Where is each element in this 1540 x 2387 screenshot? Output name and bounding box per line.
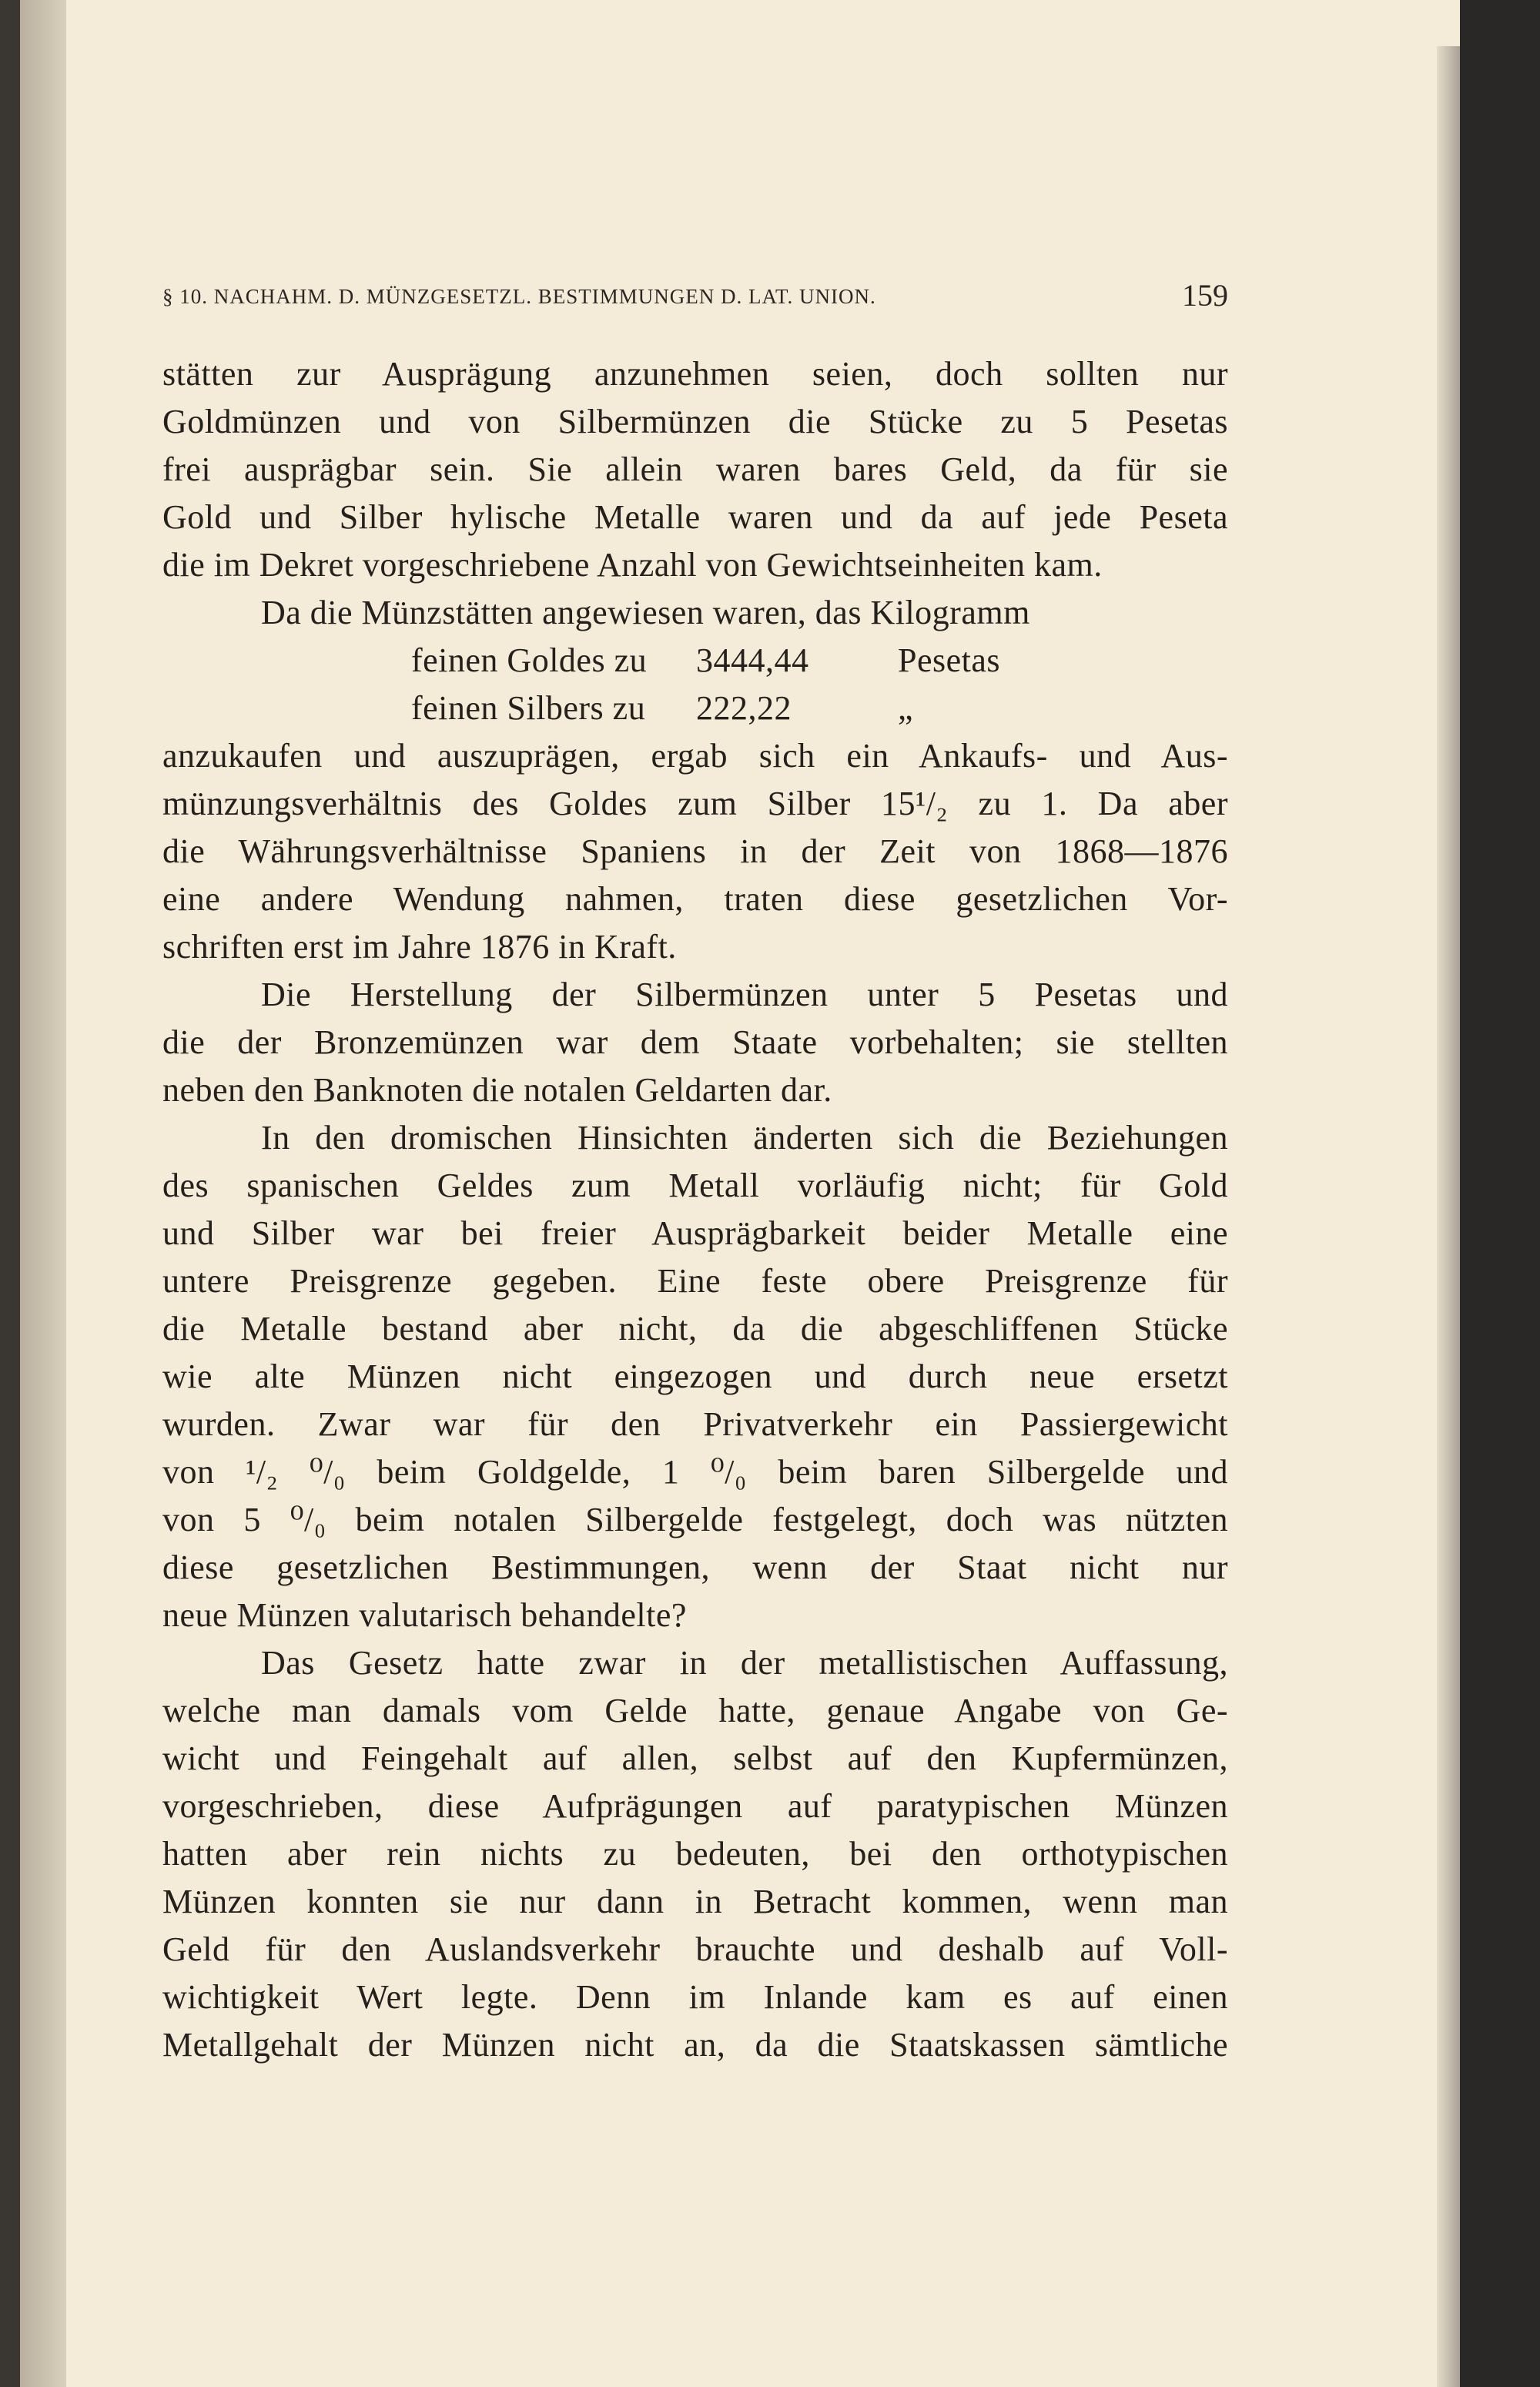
table-cell: feinen Silbers zu	[411, 689, 646, 727]
text-line: wie alte Münzen nicht eingezogen und durch neue ersetzt	[162, 1358, 1228, 1395]
text-line: wurden. Zwar war für den Privatverkehr ein Passiergewicht	[162, 1405, 1228, 1443]
page-stack-edge	[1437, 46, 1460, 2387]
table-row	[162, 685, 1228, 732]
table-row	[162, 637, 1228, 685]
text-line: eine andere Wendung nahmen, traten diese gesetzlichen Vor-	[162, 880, 1228, 918]
page-number: 159	[1182, 278, 1228, 313]
text-line: schriften erst im Jahre 1876 in Kraft.	[162, 928, 677, 966]
scan-dark-margin	[0, 0, 20, 2387]
text-line: die im Dekret vorgeschriebene Anzahl von Gewichtseinheiten kam.	[162, 546, 1103, 584]
text-line: welche man damals vom Gelde hatte, genaue Angabe von Ge-	[162, 1692, 1228, 1729]
text-line: In den dromischen Hinsichten änderten sich die Beziehungen	[261, 1119, 1228, 1157]
text-line: von 5 ⁰/₀ beim notalen Silbergelde festgelegt, doch was nützten	[162, 1501, 1228, 1538]
text-line: neue Münzen valutarisch behandelte?	[162, 1596, 687, 1634]
text-line: Münzen konnten sie nur dann in Betracht kommen, wenn man	[162, 1883, 1228, 1920]
text-line: die Währungsverhältnisse Spaniens in der Zeit von 1868—1876	[162, 832, 1228, 870]
text-line: münzungsverhältnis des Goldes zum Silber 15¹/₂ zu 1. Da aber	[162, 785, 1228, 822]
text-line: des spanischen Geldes zum Metall vorläufig nicht; für Gold	[162, 1167, 1228, 1204]
text-line: Gold und Silber hylische Metalle waren und da auf jede Peseta	[162, 498, 1228, 536]
table-cell: feinen Goldes zu	[411, 641, 648, 679]
running-header	[162, 277, 1228, 316]
text-line: und Silber war bei freier Ausprägbarkeit beider Metalle eine	[162, 1214, 1228, 1252]
text-line: anzukaufen und auszuprägen, ergab sich ein Ankaufs- und Aus-	[162, 737, 1228, 775]
table-cell: Pesetas	[898, 641, 1001, 679]
text-line: die der Bronzemünzen war dem Staate vorbehalten; sie stellten	[162, 1023, 1228, 1061]
text-line: wichtigkeit Wert legte. Denn im Inlande kam es auf einen	[162, 1978, 1228, 2016]
body-text	[162, 350, 1228, 2069]
table-cell: 222,22	[696, 689, 792, 727]
text-line: vorgeschrieben, diese Aufprägungen auf paratypischen Münzen	[162, 1787, 1228, 1825]
text-line: wicht und Feingehalt auf allen, selbst auf den Kupfermünzen,	[162, 1739, 1228, 1777]
text-line: Da die Münzstätten angewiesen waren, das Kilogramm	[261, 594, 1030, 631]
text-line: von ¹/₂ ⁰/₀ beim Goldgelde, 1 ⁰/₀ beim baren Silbergelde und	[162, 1453, 1228, 1491]
text-line: frei ausprägbar sein. Sie allein waren bares Geld, da für sie	[162, 450, 1228, 488]
facing-page-edge	[20, 0, 66, 2387]
table-cell: „	[898, 689, 914, 727]
text-line: Die Herstellung der Silbermünzen unter 5 Pesetas und	[261, 976, 1228, 1013]
text-line: neben den Banknoten die notalen Geldarten dar.	[162, 1071, 832, 1109]
text-line: untere Preisgrenze gegeben. Eine feste obere Preisgrenze für	[162, 1262, 1228, 1300]
text-line: Geld für den Auslandsverkehr brauchte und deshalb auf Voll-	[162, 1930, 1228, 1968]
table-cell: 3444,44	[696, 641, 809, 679]
text-line: diese gesetzlichen Bestimmungen, wenn der Staat nicht nur	[162, 1548, 1228, 1586]
running-title: § 10. NACHAHM. D. MÜNZGESETZL. BESTIMMUNGEN D. LAT. UNION.	[162, 285, 876, 308]
text-line: Goldmünzen und von Silbermünzen die Stücke zu 5 Pesetas	[162, 403, 1228, 440]
text-line: stätten zur Ausprägung anzunehmen seien, doch sollten nur	[162, 355, 1228, 393]
text-line: Das Gesetz hatte zwar in der metallistischen Auffassung,	[261, 1644, 1228, 1682]
text-line: Metallgehalt der Münzen nicht an, da die Staatskassen sämtliche	[162, 2026, 1228, 2064]
text-line: die Metalle bestand aber nicht, da die abgeschliffenen Stücke	[162, 1310, 1228, 1348]
text-line: hatten aber rein nichts zu bedeuten, bei den orthotypischen	[162, 1835, 1228, 1873]
